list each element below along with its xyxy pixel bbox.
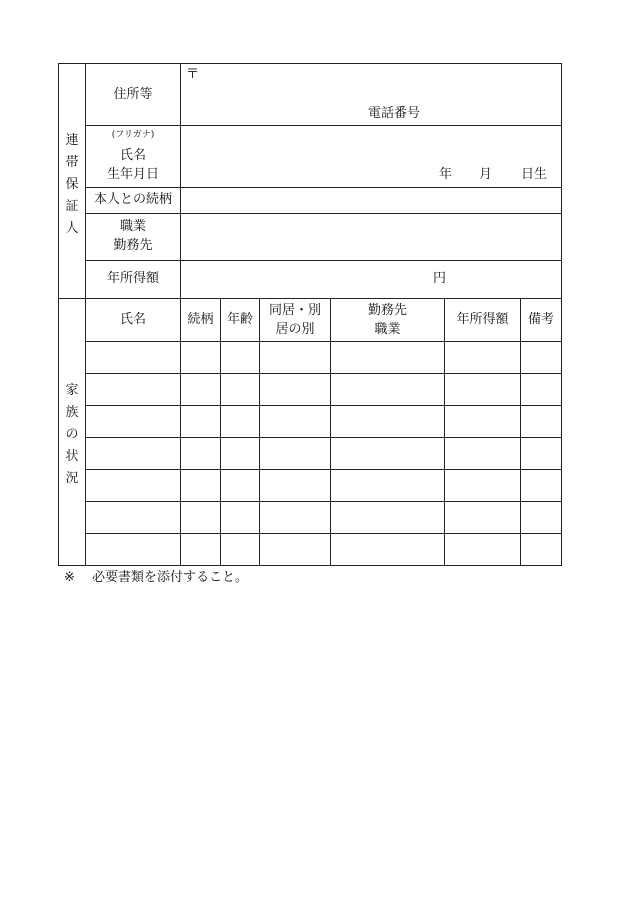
family-header-name: 氏名 (119, 312, 146, 327)
family-row-line (85, 533, 562, 534)
birth-date-label: 生年月日 (106, 167, 159, 182)
name-label: 氏名 (119, 148, 146, 163)
birth-month-label: 月 (479, 167, 493, 182)
family-column-line (444, 298, 445, 566)
address-label: 住所等 (113, 87, 153, 102)
family-column-line (180, 298, 181, 566)
table-bottom-border (58, 565, 562, 566)
guarantor-row-line (85, 125, 562, 126)
family-section-label: 家族の状況 (65, 383, 79, 486)
table-section-divider (58, 298, 562, 299)
phone-label: 電話番号 (368, 106, 421, 121)
family-column-line (330, 298, 331, 566)
table-left-border (58, 63, 59, 566)
table-top-border (58, 63, 562, 64)
yen-label: 円 (433, 271, 447, 286)
family-row-line (85, 469, 562, 470)
guarantor-section-label: 連帯保証人 (65, 133, 79, 236)
family-column-line (259, 298, 260, 566)
postal-mark: 〒 (186, 67, 200, 82)
birth-year-label: 年 (439, 167, 453, 182)
family-header-workplace: 勤務先 (367, 303, 407, 318)
family-header-line (85, 341, 562, 342)
occupation-label: 職業 (119, 219, 146, 234)
family-header-age: 年齢 (226, 312, 253, 327)
family-header-remarks: 備考 (527, 312, 554, 327)
guarantor-row-line (85, 260, 562, 261)
family-row-line (85, 437, 562, 438)
table-right-border (561, 63, 562, 566)
guarantor-row-line (85, 187, 562, 188)
family-column-line (220, 298, 221, 566)
guarantor-field-divider (180, 63, 181, 299)
footnote-text: 必要書類を添付すること。 (92, 570, 249, 585)
family-row-line (85, 501, 562, 502)
birth-day-label: 日生 (521, 167, 548, 182)
family-header-income: 年所得額 (456, 312, 509, 327)
furigana-label: (フリガナ) (111, 130, 155, 140)
family-column-line (520, 298, 521, 566)
income-label: 年所得額 (106, 271, 159, 286)
relation-label: 本人との続柄 (93, 192, 172, 207)
family-header-relation: 続柄 (187, 312, 214, 327)
workplace-label: 勤務先 (113, 238, 153, 253)
family-header-cohabitation-2: 居の別 (275, 322, 315, 337)
family-header-cohabitation-1: 同居・別 (268, 303, 321, 318)
family-row-line (85, 373, 562, 374)
guarantor-row-line (85, 213, 562, 214)
family-row-line (85, 405, 562, 406)
footnote-mark: ※ (64, 570, 75, 585)
family-header-occupation: 職業 (374, 322, 401, 337)
